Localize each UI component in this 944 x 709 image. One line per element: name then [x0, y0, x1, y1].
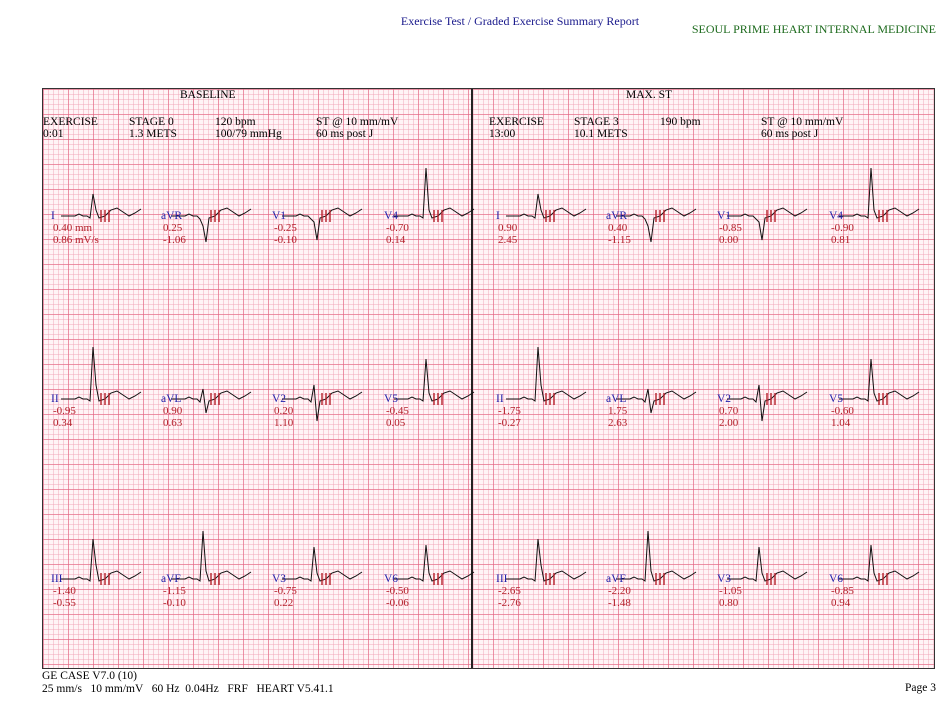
- st-slope-value: 0.81: [831, 234, 851, 246]
- st-level-value: -0.25: [274, 222, 297, 234]
- st-level-value: -0.70: [386, 222, 409, 234]
- report-title: Exercise Test / Graded Exercise Summary Report: [400, 14, 640, 28]
- lead-name: III: [51, 573, 63, 585]
- st-slope-value: 0.05: [386, 417, 406, 429]
- lead-name: V1: [717, 210, 732, 222]
- st-point: 60 ms post J: [761, 128, 819, 140]
- lead-name: II: [496, 393, 504, 405]
- st-level-value: -0.85: [831, 585, 854, 597]
- st-level-value: 0.40: [608, 222, 628, 234]
- lead-name: V3: [272, 573, 287, 585]
- st-level-value: -1.05: [719, 585, 742, 597]
- st-slope-value: 2.45: [498, 234, 518, 246]
- st-slope-value: 2.63: [608, 417, 628, 429]
- st-slope-value: 0.63: [163, 417, 183, 429]
- stage: STAGE 3: [574, 116, 619, 128]
- lead-name: I: [51, 210, 55, 222]
- recording-settings: 25 mm/s 10 mm/mV 60 Hz 0.04Hz FRF HEART V5.41.1: [42, 683, 334, 695]
- st-slope-value: 0.34: [53, 417, 73, 429]
- st-level-value: -0.90: [831, 222, 854, 234]
- st-slope-value: -1.48: [608, 597, 631, 609]
- st-level-value: -0.45: [386, 405, 409, 417]
- ecg-trace: [171, 202, 251, 262]
- lead-name: V4: [384, 210, 399, 222]
- blood-pressure: 100/79 mmHg: [215, 128, 282, 140]
- lead-name: II: [51, 393, 59, 405]
- st-slope-value: -0.27: [498, 417, 521, 429]
- exercise-label: EXERCISE: [43, 116, 98, 128]
- page-number: Page 3: [905, 682, 936, 694]
- ecg-trace: [727, 385, 807, 445]
- max-st-section: [473, 89, 901, 668]
- st-scale: ST @ 10 mm/mV: [316, 116, 399, 128]
- device-version: GE CASE V7.0 (10): [42, 670, 137, 682]
- st-level-value: -0.75: [274, 585, 297, 597]
- st-point: 60 ms post J: [316, 128, 374, 140]
- qrs-waveform: [506, 347, 586, 401]
- st-level-value: 0.40 mm: [53, 222, 93, 234]
- ecg-grid: [42, 88, 935, 669]
- st-slope-value: 1.10: [274, 417, 294, 429]
- section-title: MAX. ST: [626, 89, 673, 101]
- baseline-section: [43, 89, 471, 668]
- lead-name: V5: [829, 393, 844, 405]
- exercise-label: EXERCISE: [489, 116, 544, 128]
- lead-name: aVR: [161, 210, 183, 222]
- st-level-value: -2.65: [498, 585, 521, 597]
- st-slope-value: 2.00: [719, 417, 739, 429]
- st-slope-value: 0.94: [831, 597, 851, 609]
- qrs-waveform: [61, 347, 141, 401]
- st-slope-value: -0.55: [53, 597, 76, 609]
- st-slope-value: 1.04: [831, 417, 851, 429]
- mets: 1.3 METS: [129, 128, 177, 140]
- st-level-value: -0.50: [386, 585, 409, 597]
- heart-rate: 190 bpm: [660, 116, 701, 128]
- lead-name: V6: [829, 573, 844, 585]
- st-slope-value: -2.76: [498, 597, 521, 609]
- st-slope-value: -0.10: [274, 234, 297, 246]
- st-level-value: 0.90: [163, 405, 183, 417]
- ecg-trace: [171, 385, 251, 445]
- lead-name: I: [496, 210, 500, 222]
- ecg-trace: [282, 385, 362, 445]
- st-level-value: 0.70: [719, 405, 739, 417]
- st-slope-value: -1.06: [163, 234, 186, 246]
- lead-name: aVF: [606, 573, 626, 585]
- lead-name: V2: [272, 393, 287, 405]
- lead-name: aVF: [161, 573, 181, 585]
- st-level-value: 0.90: [498, 222, 518, 234]
- clinic-name: SEOUL PRIME HEART INTERNAL MEDICINE: [691, 22, 936, 36]
- heart-rate: 120 bpm: [215, 116, 256, 128]
- lead-name: V4: [829, 210, 844, 222]
- st-slope-value: 0.22: [274, 597, 294, 609]
- st-slope-value: 0.14: [386, 234, 406, 246]
- ecg-trace: [506, 202, 586, 262]
- st-level-value: -1.75: [498, 405, 521, 417]
- lead-name: aVL: [606, 393, 627, 405]
- lead-name: V2: [717, 393, 732, 405]
- st-slope-value: -0.06: [386, 597, 409, 609]
- st-slope-value: 0.00: [719, 234, 739, 246]
- st-slope-value: -0.10: [163, 597, 186, 609]
- exercise-time: 0:01: [43, 128, 64, 140]
- st-level-value: -0.85: [719, 222, 742, 234]
- st-level-value: 1.75: [608, 405, 628, 417]
- section-title: BASELINE: [180, 89, 236, 101]
- lead-name: V3: [717, 573, 732, 585]
- ecg-trace: [616, 202, 696, 262]
- st-level-value: -0.60: [831, 405, 854, 417]
- st-slope-value: 0.80: [719, 597, 739, 609]
- st-level-value: -0.95: [53, 405, 76, 417]
- ecg-trace: [616, 385, 696, 445]
- st-scale: ST @ 10 mm/mV: [761, 116, 844, 128]
- st-level-value: -1.15: [163, 585, 186, 597]
- lead-name: V5: [384, 393, 399, 405]
- mets: 10.1 METS: [574, 128, 628, 140]
- footer-info: [42, 670, 334, 696]
- st-slope-value: -1.15: [608, 234, 631, 246]
- st-level-value: -1.40: [53, 585, 76, 597]
- st-level-value: 0.20: [274, 405, 294, 417]
- lead-name: III: [496, 573, 508, 585]
- st-level-value: 0.25: [163, 222, 183, 234]
- lead-name: aVL: [161, 393, 182, 405]
- stage: STAGE 0: [129, 116, 174, 128]
- lead-name: aVR: [606, 210, 628, 222]
- lead-name: V1: [272, 210, 287, 222]
- exercise-time: 13:00: [489, 128, 516, 140]
- st-level-value: -2.20: [608, 585, 631, 597]
- lead-name: V6: [384, 573, 399, 585]
- st-slope-value: 0.86 mV/s: [53, 234, 99, 246]
